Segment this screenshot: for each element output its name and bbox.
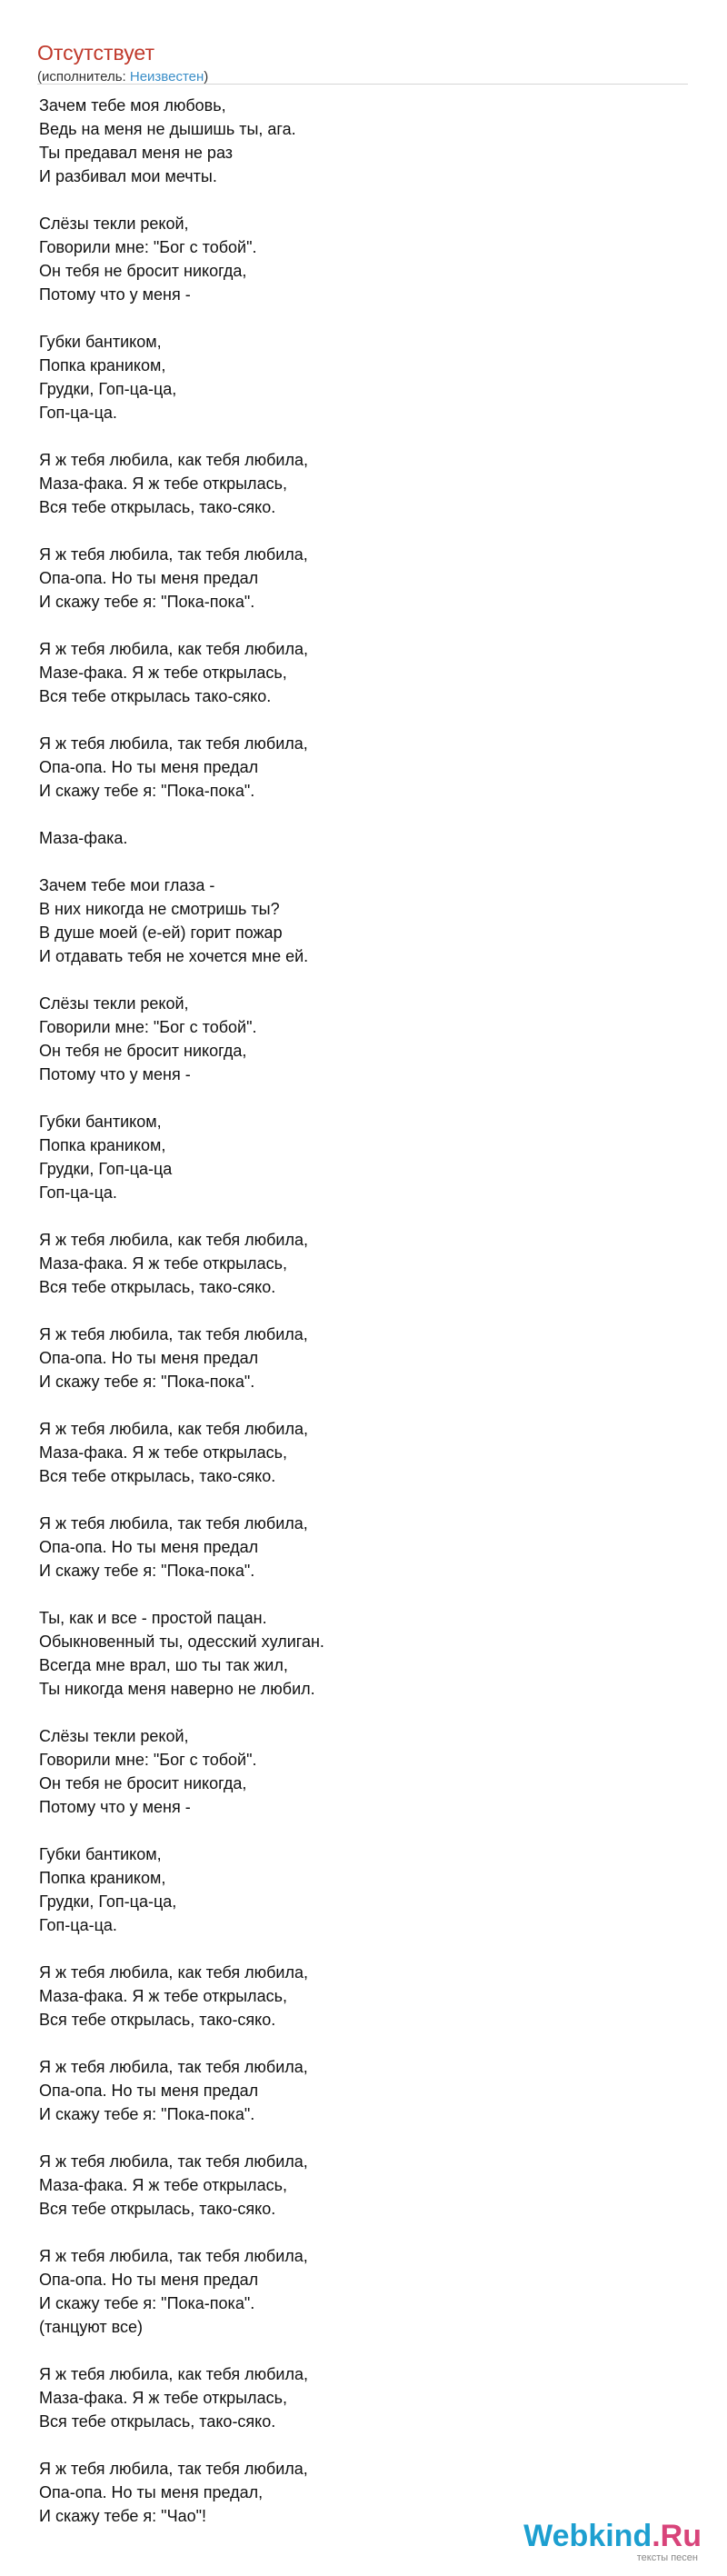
lyric-line: И отдавать тебя не хочется мне ей.	[39, 947, 309, 965]
lyric-line: Попка краником,	[39, 1869, 166, 1887]
lyrics-stanza	[39, 94, 690, 188]
lyric-line: Всегда мне врал, шо ты так жил,	[39, 1656, 288, 1674]
lyric-line: Потому что у меня -	[39, 1065, 191, 1083]
lyric-line: Маза-фака. Я ж тебе открылась,	[39, 474, 287, 493]
lyric-line: Грудки, Гоп-ца-ца,	[39, 380, 177, 398]
lyrics-stanza	[39, 1228, 690, 1299]
lyrics-stanza	[39, 2150, 690, 2221]
artist-prefix: (исполнитель:	[37, 69, 130, 85]
lyric-line: Опа-опа. Но ты меня предал	[39, 1349, 259, 1367]
lyric-line: Маза-фака. Я ж тебе открылась,	[39, 2176, 287, 2194]
lyrics-stanza	[39, 448, 690, 519]
lyric-line: Говорили мне: "Бог с тобой".	[39, 238, 257, 256]
header-divider	[37, 84, 688, 85]
lyric-line: Гоп-ца-ца.	[39, 404, 117, 422]
lyric-line: Говорили мне: "Бог с тобой".	[39, 1751, 257, 1769]
lyric-line: И скажу тебе я: "Пока-пока".	[39, 2294, 255, 2312]
lyric-line: Ведь на меня не дышишь ты, ага.	[39, 120, 296, 138]
lyric-line: Губки бантиком,	[39, 333, 162, 351]
lyric-line: Ты предавал меня не раз	[39, 144, 234, 162]
song-title: Отсутствует	[37, 41, 154, 65]
lyric-line: Обыкновенный ты, одесский хулиган.	[39, 1632, 324, 1651]
lyric-line: Ты никогда меня наверно не любил.	[39, 1680, 315, 1698]
artist-suffix: )	[204, 69, 209, 85]
lyric-line: Я ж тебя любила, так тебя любила,	[39, 2460, 308, 2478]
lyrics-stanza	[39, 637, 690, 708]
lyric-line: Губки бантиком,	[39, 1845, 162, 1863]
lyric-line: Потому что у меня -	[39, 285, 191, 304]
lyric-line: В них никогда не смотришь ты?	[39, 900, 280, 918]
lyric-line: Гоп-ца-ца.	[39, 1916, 117, 1934]
lyric-line: И скажу тебе я: "Пока-пока".	[39, 593, 255, 611]
lyrics-stanza	[39, 2055, 690, 2126]
lyric-line: Грудки, Гоп-ца-ца,	[39, 1892, 177, 1911]
lyric-line: Ты, как и все - простой пацан.	[39, 1609, 267, 1627]
lyric-line: Вся тебе открылась, тако-сяко.	[39, 498, 276, 516]
lyric-line: Опа-опа. Но ты меня предал	[39, 2082, 259, 2100]
lyrics-stanza	[39, 330, 690, 424]
lyric-line: Говорили мне: "Бог с тобой".	[39, 1018, 257, 1036]
lyrics-stanza	[39, 1724, 690, 1819]
lyric-line: И скажу тебе я: "Пока-пока".	[39, 2105, 255, 2123]
lyric-line: Гоп-ца-ца.	[39, 1183, 117, 1202]
lyric-line: Вся тебе открылась, тако-сяко.	[39, 2011, 276, 2029]
lyric-line: Опа-опа. Но ты меня предал	[39, 569, 259, 587]
lyric-line: Вся тебе открылась, тако-сяко.	[39, 1278, 276, 1296]
lyric-line: Потому что у меня -	[39, 1798, 191, 1816]
logo-wordmark	[523, 2521, 702, 2551]
lyric-line: Грудки, Гоп-ца-ца	[39, 1160, 173, 1178]
lyric-line: Он тебя не бросит никогда,	[39, 1042, 247, 1060]
lyric-line: Маза-фака. Я ж тебе открылась,	[39, 1254, 287, 1273]
song-header	[37, 40, 688, 85]
site-logo[interactable]	[523, 2521, 702, 2563]
lyric-line: Я ж тебя любила, как тебя любила,	[39, 1963, 308, 1982]
lyric-line: Вся тебе открылась, тако-сяко.	[39, 2412, 276, 2431]
lyrics-stanza	[39, 732, 690, 803]
lyric-line: Попка краником,	[39, 356, 166, 374]
artist-link[interactable]: Неизвестен	[129, 69, 204, 85]
lyrics-stanza	[39, 2244, 690, 2339]
lyric-line: И скажу тебе я: "Чао"!	[39, 2507, 206, 2525]
lyric-line: Я ж тебя любила, как тебя любила,	[39, 2365, 308, 2383]
lyric-line: Я ж тебя любила, как тебя любила,	[39, 640, 308, 658]
logo-tagline: тексты песен	[636, 2552, 698, 2563]
lyrics-stanza	[39, 212, 690, 306]
lyric-line: И разбивал мои мечты.	[39, 167, 217, 185]
lyric-line: В душе моей (е-ей) горит пожар	[39, 924, 283, 942]
lyrics-stanza	[39, 1110, 690, 1204]
lyric-line: Слёзы текли рекой,	[39, 1727, 189, 1745]
lyric-line: Я ж тебя любила, так тебя любила,	[39, 1325, 308, 1343]
logo-name: Webkind	[523, 2519, 652, 2553]
lyrics-stanza	[39, 826, 690, 850]
lyrics-stanza	[39, 2457, 690, 2528]
lyric-line: Слёзы текли рекой,	[39, 994, 189, 1013]
lyric-line: Зачем тебе мои глаза -	[39, 876, 215, 894]
lyric-line: Маза-фака.	[39, 829, 128, 847]
lyrics-stanza	[39, 992, 690, 1086]
lyric-line: Я ж тебя любила, как тебя любила,	[39, 451, 308, 469]
lyrics-stanza	[39, 1842, 690, 1937]
lyric-line: Вся тебе открылась, тако-сяко.	[39, 1467, 276, 1485]
lyric-line: Я ж тебя любила, так тебя любила,	[39, 2058, 308, 2076]
lyric-line: Опа-опа. Но ты меня предал	[39, 758, 259, 776]
lyrics-body	[39, 94, 690, 2551]
lyric-line: Опа-опа. Но ты меня предал,	[39, 2483, 264, 2501]
lyric-line: Зачем тебе моя любовь,	[39, 96, 226, 115]
logo-suffix: .Ru	[652, 2519, 702, 2553]
lyric-line: Я ж тебя любила, как тебя любила,	[39, 1420, 308, 1438]
lyric-line: Я ж тебя любила, так тебя любила,	[39, 734, 308, 753]
lyric-line: Мазе-фака. Я ж тебе открылась,	[39, 664, 287, 682]
lyric-line: Он тебя не бросит никогда,	[39, 262, 247, 280]
lyric-line: Маза-фака. Я ж тебе открылась,	[39, 1987, 287, 2005]
lyrics-stanza	[39, 1323, 690, 1393]
lyric-line: Маза-фака. Я ж тебе открылась,	[39, 1443, 287, 1462]
lyric-line: Я ж тебя любила, так тебя любила,	[39, 2152, 308, 2171]
lyric-line: Вся тебе открылась тако-сяко.	[39, 687, 272, 705]
lyric-line: Опа-опа. Но ты меня предал	[39, 1538, 259, 1556]
lyrics-stanza	[39, 874, 690, 968]
lyric-line: Я ж тебя любила, так тебя любила,	[39, 1514, 308, 1533]
lyrics-stanza	[39, 1512, 690, 1583]
lyrics-stanza	[39, 543, 690, 614]
lyric-line: Он тебя не бросит никогда,	[39, 1774, 247, 1792]
lyric-line: (танцуют все)	[39, 2318, 144, 2336]
lyric-line: Я ж тебя любила, как тебя любила,	[39, 1231, 308, 1249]
lyrics-stanza	[39, 2362, 690, 2433]
lyric-line: Губки бантиком,	[39, 1113, 162, 1131]
lyrics-stanza	[39, 1417, 690, 1488]
lyrics-stanza	[39, 1606, 690, 1701]
lyric-line: Вся тебе открылась, тако-сяко.	[39, 2200, 276, 2218]
lyric-line: И скажу тебе я: "Пока-пока".	[39, 1562, 255, 1580]
lyric-line: Маза-фака. Я ж тебе открылась,	[39, 2389, 287, 2407]
lyric-line: И скажу тебе я: "Пока-пока".	[39, 782, 255, 800]
lyric-line: Я ж тебя любила, так тебя любила,	[39, 2247, 308, 2265]
lyric-line: Попка краником,	[39, 1136, 166, 1154]
lyrics-stanza	[39, 1961, 690, 2032]
lyric-line: И скажу тебе я: "Пока-пока".	[39, 1373, 255, 1391]
lyric-line: Опа-опа. Но ты меня предал	[39, 2271, 259, 2289]
lyric-line: Слёзы текли рекой,	[39, 215, 189, 233]
lyric-line: Я ж тебя любила, так тебя любила,	[39, 545, 308, 564]
